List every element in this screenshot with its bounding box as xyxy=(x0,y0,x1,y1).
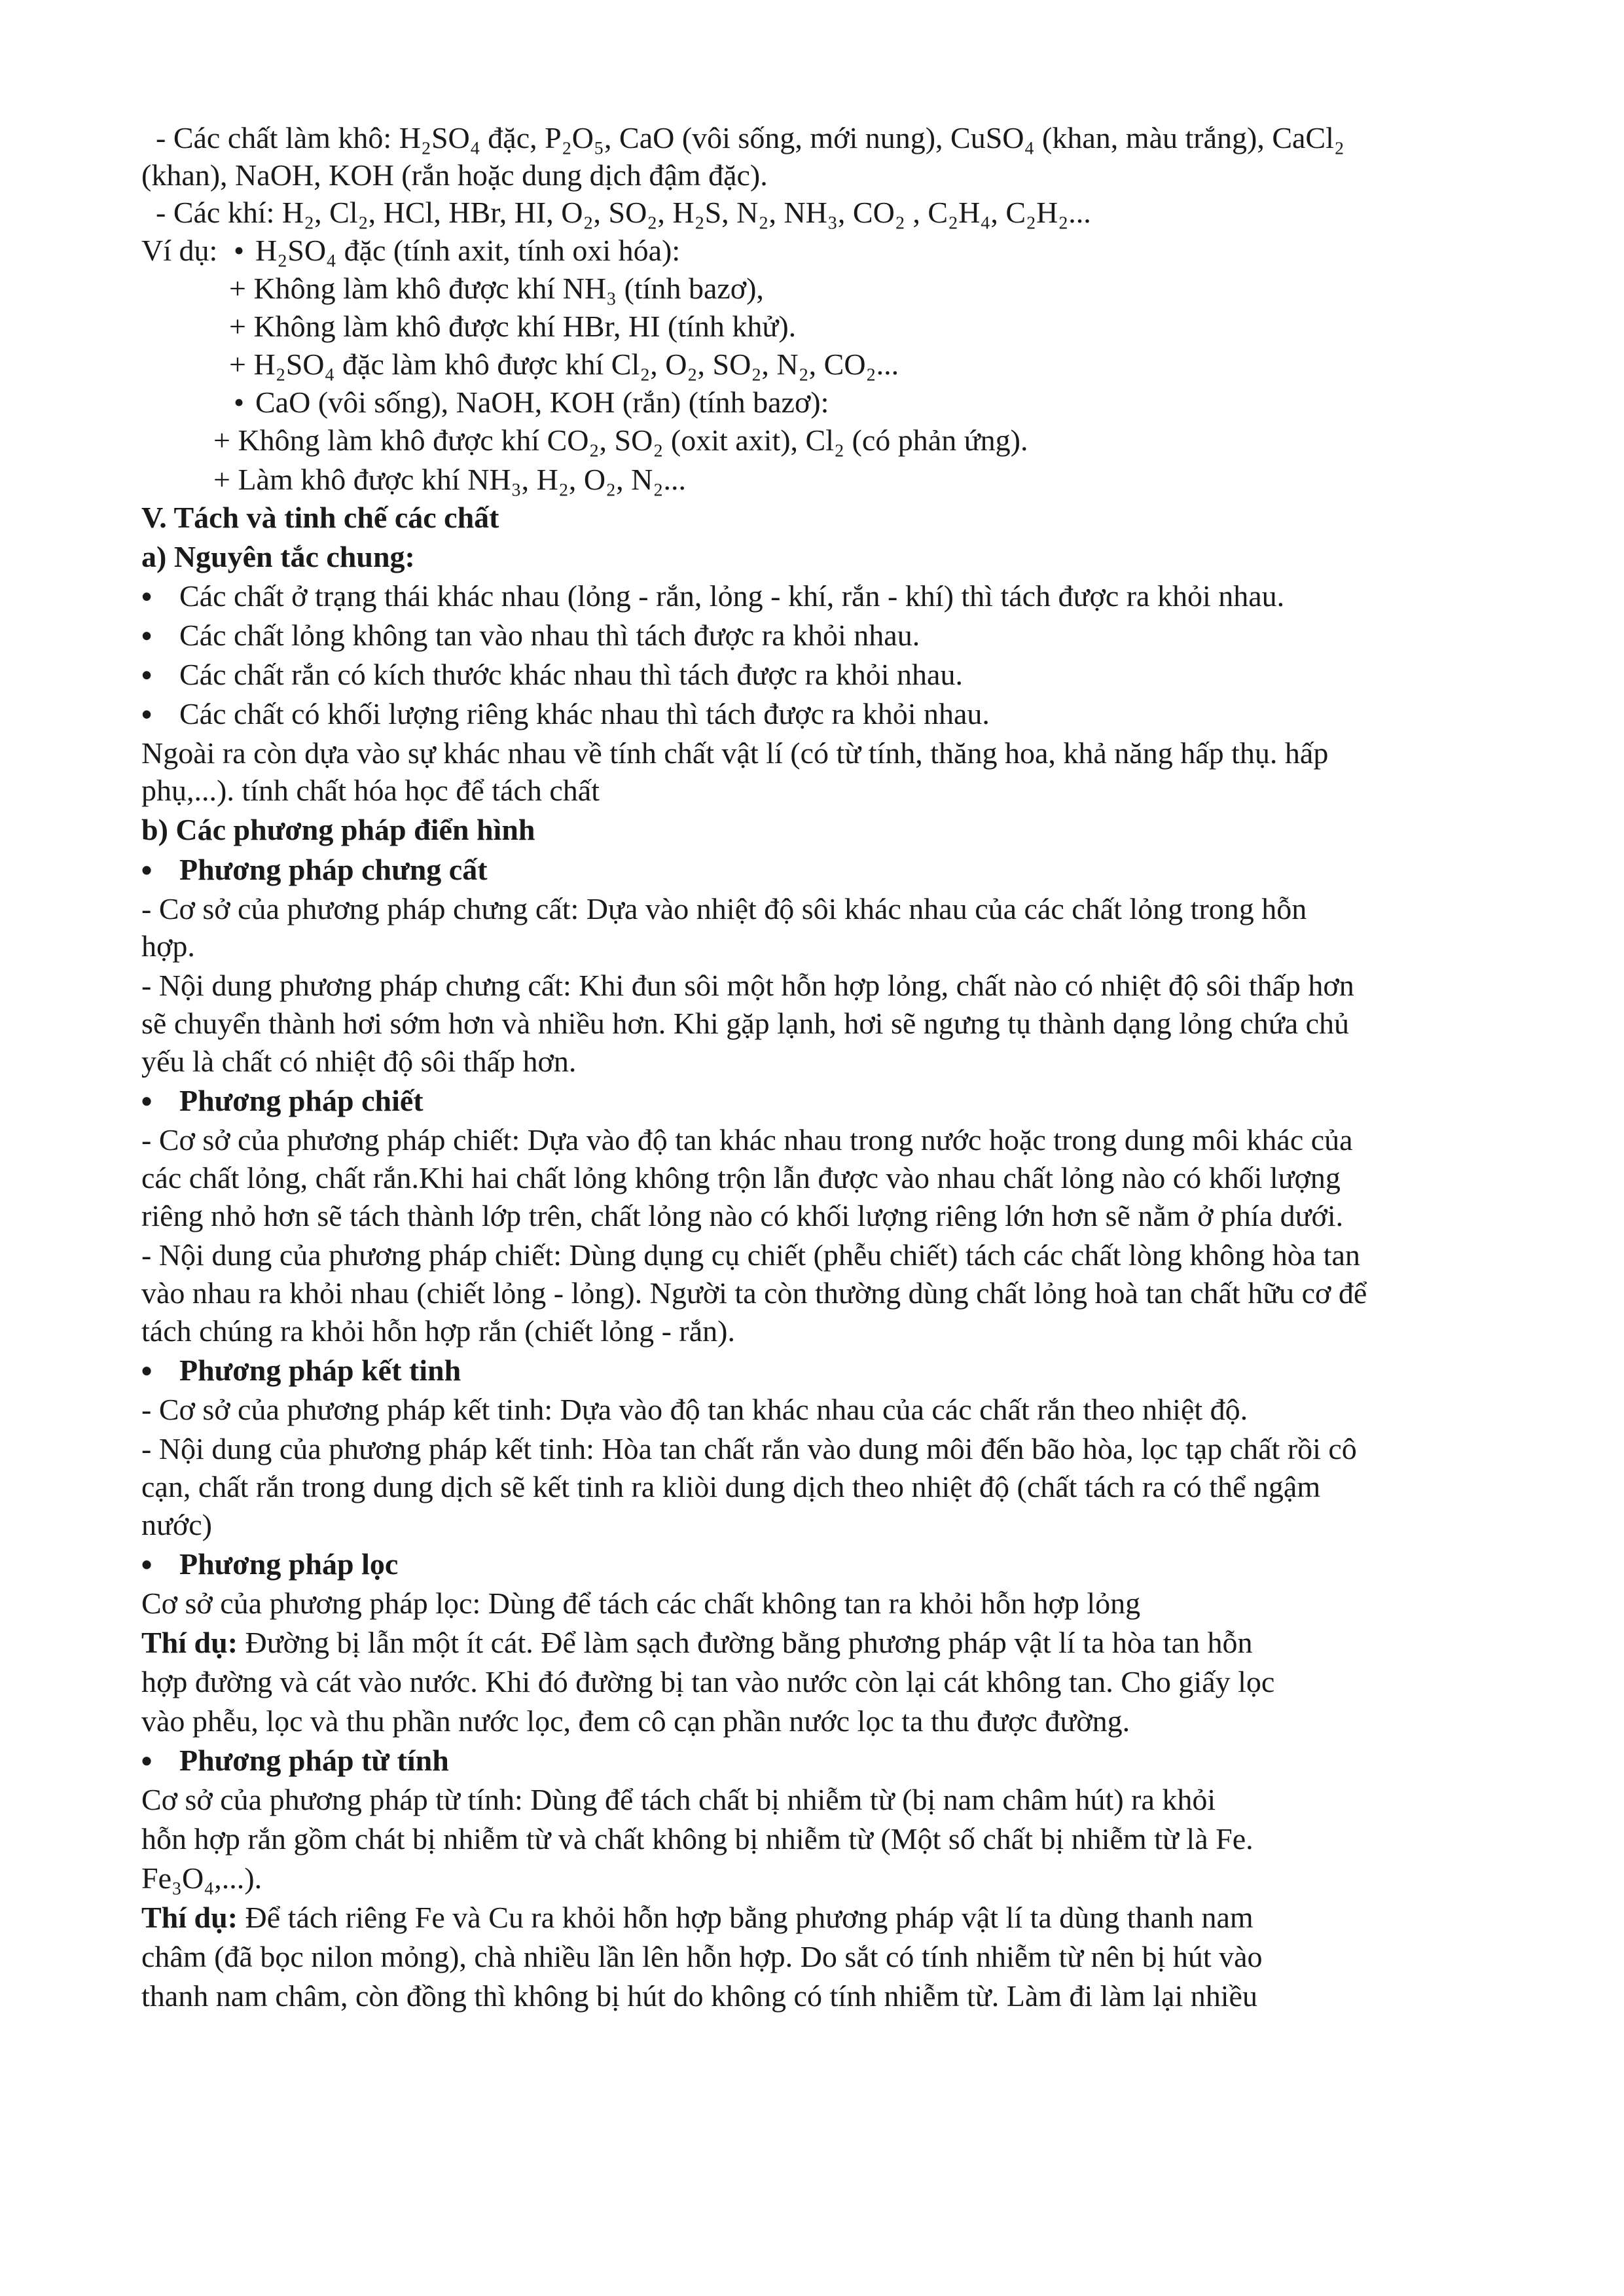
magnet-example-line-3: thanh nam châm, còn đồng thì không bị hút do không có tính nhiễm từ. Làm đi làm lại nhiều xyxy=(141,1979,1257,2013)
example-1-item-a: + Không làm khô được khí NH₃ (tính bazơ), xyxy=(229,272,764,305)
distill-basis-1: - Cơ sở của phương pháp chưng cất: Dựa vào nhiệt độ sôi khác nhau của các chất lỏng trong hỗn xyxy=(141,892,1307,925)
filter-bullet: • xyxy=(141,1547,153,1581)
magnet-bullet: • xyxy=(141,1744,153,1778)
crystal-content-3: nước) xyxy=(141,1508,212,1541)
example-label: Ví dụ: xyxy=(141,234,218,267)
magnet-basis-1: Cơ sở của phương pháp từ tính: Dùng để tách chất bị nhiễm từ (bị nam châm hút) ra khỏi xyxy=(141,1783,1216,1816)
crystal-bullet: • xyxy=(141,1354,153,1388)
magnet-example-line-1 xyxy=(141,1903,1254,1933)
extract-content-2: vào nhau ra khỏi nhau (chiết lỏng - lỏng). Người ta còn thường dùng chất lỏng hoà tan chất hữu cơ để xyxy=(141,1276,1367,1310)
filter-example-label: Thí dụ: xyxy=(141,1626,238,1659)
filter-example-text-1: Đường bị lẫn một ít cát. Để làm sạch đường bằng phương pháp vật lí ta hòa tan hỗn xyxy=(238,1626,1253,1659)
drying-agents-line-2: (khan), NaOH, KOH (rắn hoặc dung dịch đậm đặc). xyxy=(141,158,768,192)
magnet-basis-3: Fe₃O₄,...). xyxy=(141,1861,262,1895)
other-basis-line-1: Ngoài ra còn dựa vào sự khác nhau về tính chất vật lí (có từ tính, thăng hoa, khả năng hấp thụ. hấp xyxy=(141,736,1329,770)
extract-title: Phương pháp chiết xyxy=(179,1084,424,1117)
example-1-head: H₂SO₄ đặc (tính axit, tính oxi hóa): xyxy=(255,234,681,267)
distill-bullet: • xyxy=(141,853,153,887)
crystal-content-1: - Nội dung của phương pháp kết tinh: Hòa tan chất rắn vào dung môi đến bão hòa, lọc tạp chất rồi cô xyxy=(141,1432,1357,1465)
rule-4: Các chất có khối lượng riêng khác nhau thì tách được ra khỏi nhau. xyxy=(179,697,990,730)
crystal-title: Phương pháp kết tinh xyxy=(179,1354,461,1387)
drying-gases-line: - Các khí: H₂, Cl₂, HCl, HBr, HI, O₂, SO₂, H₂S, N₂, NH₃, CO₂ , C₂H₄, C₂H₂... xyxy=(156,196,1091,229)
distill-title: Phương pháp chưng cất xyxy=(179,853,488,886)
filter-basis: Cơ sở của phương pháp lọc: Dùng để tách các chất không tan ra khỏi hỗn hợp lỏng xyxy=(141,1587,1141,1620)
example-1-bullet: • xyxy=(234,234,245,267)
distill-basis-2: hợp. xyxy=(141,929,195,963)
extract-basis-1: - Cơ sở của phương pháp chiết: Dựa vào độ tan khác nhau trong nước hoặc trong dung môi khác của xyxy=(141,1123,1353,1157)
section-a-title: a) Nguyên tắc chung: xyxy=(141,540,415,573)
extract-bullet: • xyxy=(141,1084,153,1118)
filter-title: Phương pháp lọc xyxy=(179,1547,399,1581)
section-b-title: b) Các phương pháp điển hình xyxy=(141,813,535,846)
crystal-content-2: cạn, chất rắn trong dung dịch sẽ kết tinh ra kliòi dung dịch theo nhiệt độ (chất tách ra có thể ngậm xyxy=(141,1470,1321,1503)
example-2-head: CaO (vôi sống), NaOH, KOH (rắn) (tính bazơ): xyxy=(255,386,829,419)
magnet-title: Phương pháp từ tính xyxy=(179,1744,449,1777)
magnet-example-label: Thí dụ: xyxy=(141,1901,238,1934)
example-1-item-b: + Không làm khô được khí HBr, HI (tính khử). xyxy=(229,310,797,343)
crystal-basis: - Cơ sở của phương pháp kết tinh: Dựa vào độ tan khác nhau của các chất rắn theo nhiệt độ. xyxy=(141,1393,1248,1426)
example-2-item-b: + Làm khô được khí NH₃, H₂, O₂, N₂... xyxy=(213,463,686,496)
filter-example-line-3: vào phễu, lọc và thu phần nước lọc, đem cô cạn phần nước lọc ta thu được đường. xyxy=(141,1704,1130,1738)
rule-3: Các chất rắn có kích thước khác nhau thì tách được ra khỏi nhau. xyxy=(179,658,963,691)
rule-2: Các chất lỏng không tan vào nhau thì tách được ra khỏi nhau. xyxy=(179,619,920,652)
filter-example-line-1 xyxy=(141,1628,1253,1658)
extract-content-3: tách chúng ra khỏi hỗn hợp rắn (chiết lỏng - rắn). xyxy=(141,1314,735,1348)
extract-basis-3: riêng nhỏ hơn sẽ tách thành lớp trên, chất lỏng nào có khối lượng riêng lớn hơn sẽ nằm ở phía dưới. xyxy=(141,1199,1344,1232)
magnet-example-text-1: Để tách riêng Fe và Cu ra khỏi hỗn hợp bằng phương pháp vật lí ta dùng thanh nam xyxy=(238,1901,1254,1934)
rule-4-bullet: • xyxy=(141,697,153,731)
filter-example-line-2: hợp đường và cát vào nước. Khi đó đường bị tan vào nước còn lại cát không tan. Cho giấy lọc xyxy=(141,1665,1275,1698)
extract-basis-2: các chất lỏng, chất rắn.Khi hai chất lỏng không trộn lẫn được vào nhau chất lỏng nào có khối lượng xyxy=(141,1161,1341,1194)
rule-1-bullet: • xyxy=(141,579,153,613)
example-2-bullet: • xyxy=(234,386,245,419)
magnet-basis-2: hỗn hợp rắn gồm chát bị nhiễm từ và chất không bị nhiễm từ (Một số chất bị nhiễm từ là Fe. xyxy=(141,1822,1254,1856)
rule-1: Các chất ở trạng thái khác nhau (lỏng - rắn, lỏng - khí, rắn - khí) thì tách được ra khỏi nhau. xyxy=(179,579,1285,613)
other-basis-line-2: phụ,...). tính chất hóa học để tách chất xyxy=(141,774,600,807)
extract-content-1: - Nội dung của phương pháp chiết: Dùng dụng cụ chiết (phễu chiết) tách các chất lòng không hòa tan xyxy=(141,1238,1360,1272)
drying-agents-line-1: - Các chất làm khô: H₂SO₄ đặc, P₂O₅, CaO (vôi sống, mới nung), CuSO₄ (khan, màu trắng), CaCl₂ xyxy=(156,121,1344,154)
distill-content-3: yếu là chất có nhiệt độ sôi thấp hơn. xyxy=(141,1045,577,1078)
rule-2-bullet: • xyxy=(141,619,153,653)
distill-content-2: sẽ chuyển thành hơi sớm hơn và nhiều hơn. Khi gặp lạnh, hơi sẽ ngưng tụ thành dạng lỏng chứa chủ xyxy=(141,1007,1350,1040)
rule-3-bullet: • xyxy=(141,658,153,692)
example-2-item-a: + Không làm khô được khí CO₂, SO₂ (oxit axit), Cl₂ (có phản ứng). xyxy=(213,423,1028,457)
section-v-title: V. Tách và tinh chế các chất xyxy=(141,501,499,534)
distill-content-1: - Nội dung phương pháp chưng cất: Khi đun sôi một hỗn hợp lỏng, chất nào có nhiệt độ sôi thấp hơn xyxy=(141,969,1354,1002)
magnet-example-line-2: châm (đã bọc nilon mỏng), chà nhiều lần lên hỗn hợp. Do sắt có tính nhiễm từ nên bị hút vào xyxy=(141,1940,1263,1973)
example-1-item-c: + H₂SO₄ đặc làm khô được khí Cl₂, O₂, SO₂, N₂, CO₂... xyxy=(229,348,899,381)
